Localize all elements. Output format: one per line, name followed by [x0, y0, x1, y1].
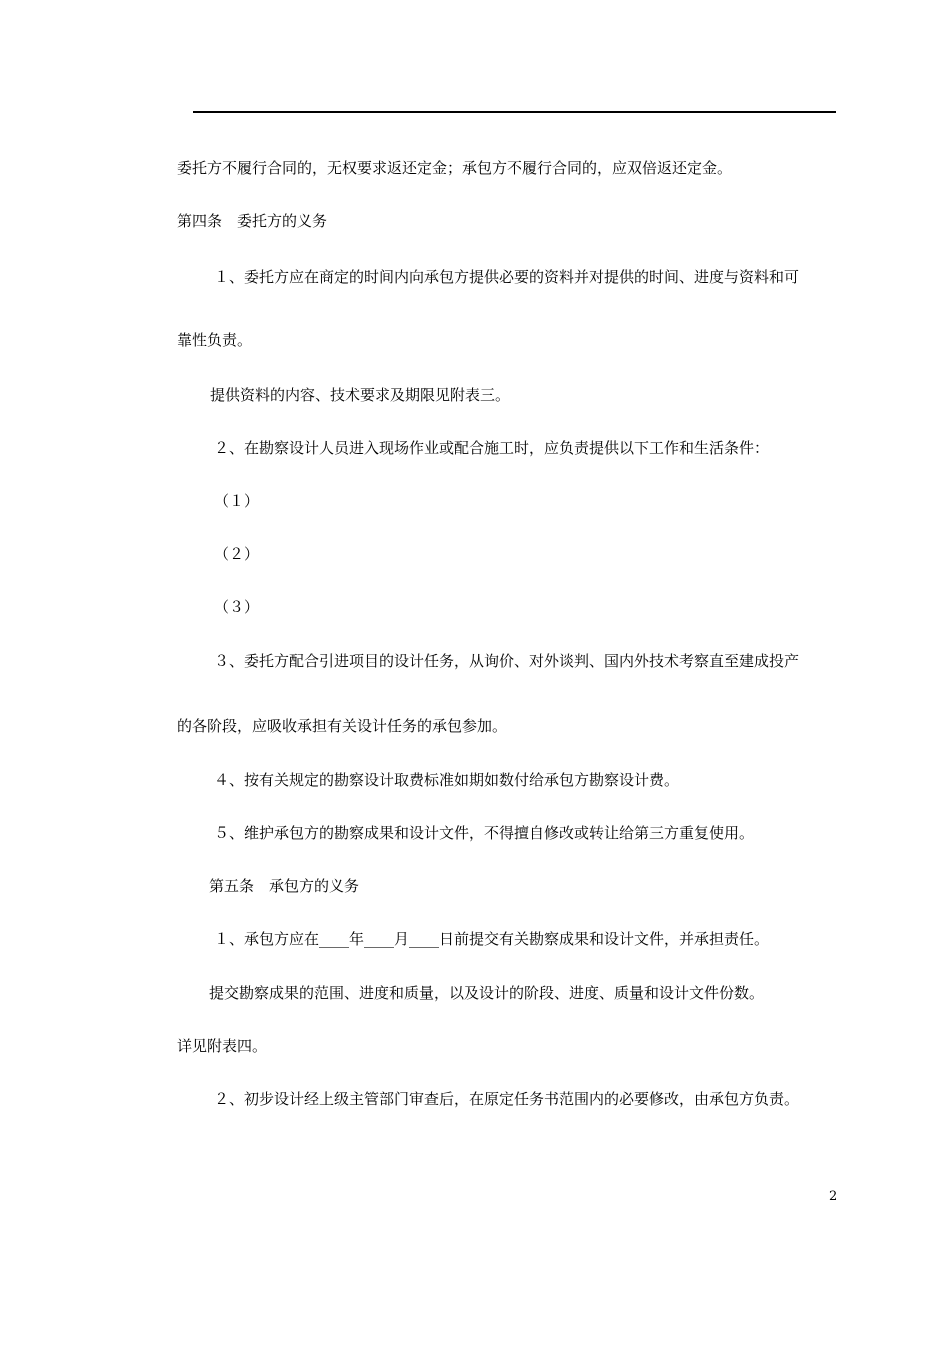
- text-line-5: 提供资料的内容、技术要求及期限见附表三。: [210, 386, 511, 404]
- text-line-4: 靠性负责。: [177, 331, 253, 349]
- list-item-3: （３）: [214, 598, 260, 616]
- text-line-16: 提交勘察成果的范围、进度和质量，以及设计的阶段、进度、质量和设计文件份数。: [209, 984, 765, 1002]
- text-line-13: ５、维护承包方的勘察成果和设计文件，不得擅自修改或转让给第三方重复使用。: [214, 824, 755, 842]
- text-line-12: ４、按有关规定的勘察设计取费标准如期如数付给承包方勘察设计费。: [214, 771, 680, 789]
- article-5-heading: 第五条 承包方的义务: [209, 877, 360, 895]
- text-line-15: １、承包方应在____年____月____日前提交有关勘察成果和设计文件，并承担责任。: [214, 930, 770, 948]
- list-item-2: （２）: [214, 545, 260, 563]
- list-item-1: （１）: [214, 492, 260, 510]
- text-line-6: ２、在勘察设计人员进入现场作业或配合施工时，应负责提供以下工作和生活条件：: [214, 439, 770, 457]
- text-line-11: 的各阶段，应吸收承担有关设计任务的承包参加。: [177, 717, 508, 735]
- text-line-18: ２、初步设计经上级主管部门审查后，在原定任务书范围内的必要修改，由承包方负责。: [214, 1090, 800, 1108]
- text-line-1: 委托方不履行合同的，无权要求返还定金；承包方不履行合同的，应双倍返还定金。: [177, 159, 733, 177]
- text-line-10: ３、委托方配合引进项目的设计任务，从询价、对外谈判、国内外技术考察直至建成投产: [214, 652, 800, 670]
- page-number: 2: [829, 1189, 838, 1204]
- article-4-heading: 第四条 委托方的义务: [177, 212, 328, 230]
- header-rule: [193, 111, 836, 113]
- text-line-17: 详见附表四。: [177, 1037, 268, 1055]
- text-line-3: １、委托方应在商定的时间内向承包方提供必要的资料并对提供的时间、进度与资料和可: [214, 268, 800, 286]
